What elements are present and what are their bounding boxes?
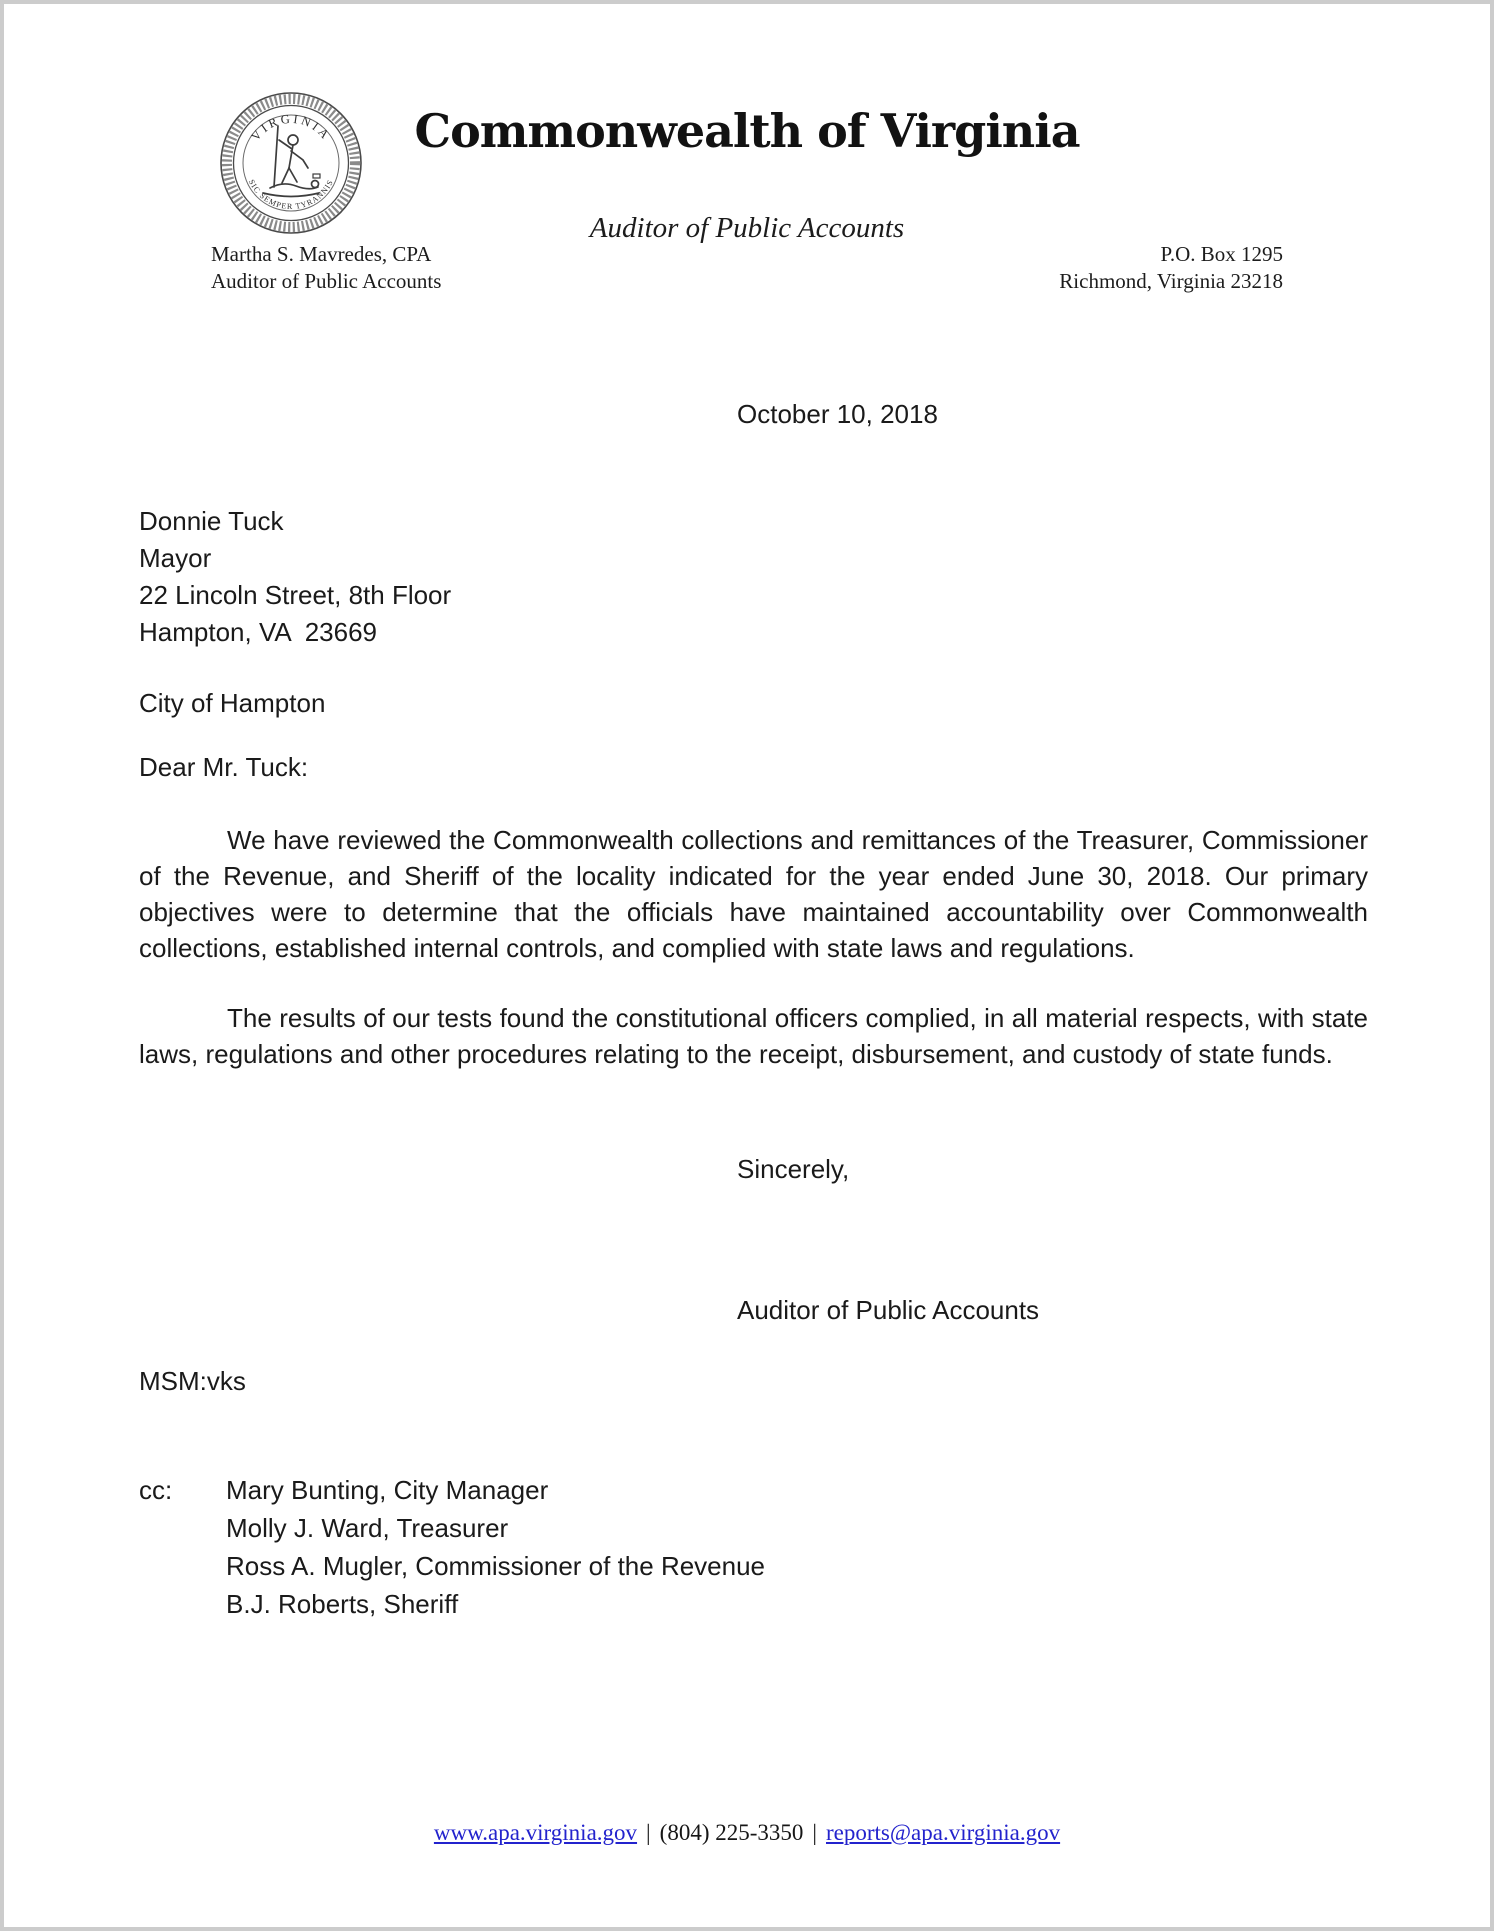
footer-separator: | — [812, 1820, 817, 1845]
cc-label: cc: — [139, 1475, 173, 1505]
recipient-address-line2: Hampton, VA 23669 — [139, 617, 378, 647]
cc-item: Molly J. Ward, Treasurer — [226, 1513, 509, 1543]
recipient-block — [139, 503, 451, 651]
seal-bottom-text: SIC SEMPER TYRANNIS — [246, 178, 336, 212]
body-paragraph-2: The results of our tests found the constitutional officers complied, in all material respects, with state laws, regulations and other procedures relating to the receipt, disbursement, and custody of state funds. — [139, 1003, 1368, 1069]
org-title: Commonwealth of Virginia — [414, 104, 1080, 158]
salutation-line: Dear Mr. Tuck: — [139, 752, 309, 782]
body-paragraph-1: We have reviewed the Commonwealth collections and remittances of the Treasurer, Commissioner of the Revenue, and Sheriff of the locality indicated for the year ended June 30, 2018. Our primary objectives were to determine that the officials have maintained accountability over Commonwealth collections, established internal controls, and complied with state laws and regulations. — [139, 825, 1368, 963]
return-address-line1: P.O. Box 1295 — [1160, 242, 1283, 266]
footer-email-link[interactable]: reports@apa.virginia.gov — [826, 1820, 1061, 1845]
official-title: Auditor of Public Accounts — [211, 269, 442, 293]
reference-initials-line: MSM:vks — [139, 1366, 246, 1396]
recipient-address-line1: 22 Lincoln Street, 8th Floor — [139, 580, 452, 610]
svg-text:SIC SEMPER TYRANNIS — [247, 178, 335, 211]
signature-title-line: Auditor of Public Accounts — [737, 1295, 1040, 1325]
recipient-name: Donnie Tuck — [139, 506, 284, 536]
page-footer — [4, 1820, 1490, 1846]
recipient-title: Mayor — [139, 543, 212, 573]
seal-top-text: VIRGINIA — [248, 111, 334, 144]
return-address-line2: Richmond, Virginia 23218 — [1059, 269, 1283, 293]
reference-line: City of Hampton — [139, 688, 326, 718]
cc-item: Ross A. Mugler, Commissioner of the Revenue — [226, 1551, 766, 1581]
footer-website-link[interactable]: www.apa.virginia.gov — [433, 1820, 638, 1845]
org-subtitle: Auditor of Public Accounts — [589, 212, 905, 244]
footer-phone: (804) 225-3350 — [659, 1820, 804, 1845]
cc-block — [139, 1471, 765, 1623]
footer-separator: | — [646, 1820, 651, 1845]
letter-body — [139, 822, 1368, 1106]
cc-list — [226, 1471, 765, 1623]
cc-item: Mary Bunting, City Manager — [226, 1475, 549, 1505]
official-name: Martha S. Mavredes, CPA — [211, 242, 432, 266]
return-address-block — [1059, 241, 1283, 295]
official-block — [211, 241, 441, 295]
date-line: October 10, 2018 — [737, 399, 938, 429]
closing-line: Sincerely, — [737, 1154, 850, 1184]
cc-item: B.J. Roberts, Sheriff — [226, 1589, 459, 1619]
